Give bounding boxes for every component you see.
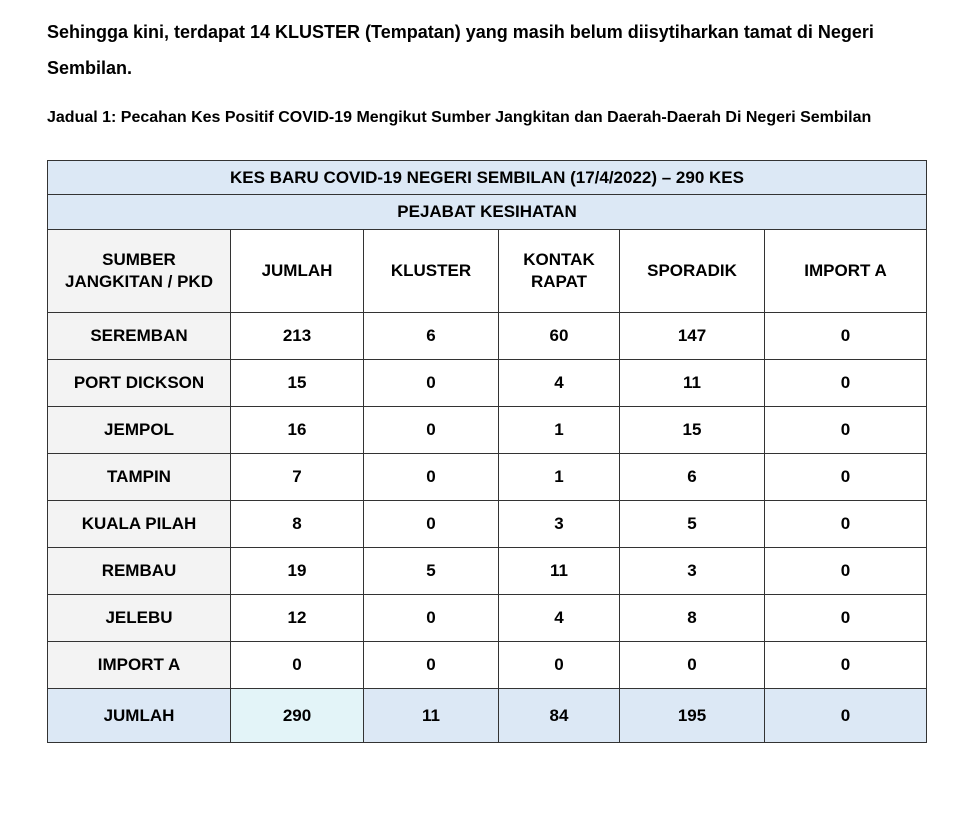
district-name-cell: REMBAU <box>48 548 231 595</box>
district-name-cell: TAMPIN <box>48 454 231 501</box>
covid-cases-table <box>47 160 927 743</box>
value-cell: 3 <box>499 501 620 548</box>
total-value-cell: 195 <box>620 689 765 743</box>
column-header: JUMLAH <box>231 230 364 313</box>
table-row <box>48 642 927 689</box>
value-cell: 0 <box>364 407 499 454</box>
value-cell: 12 <box>231 595 364 642</box>
table-total-row <box>48 689 927 743</box>
value-cell: 5 <box>364 548 499 595</box>
value-cell: 0 <box>765 360 927 407</box>
value-cell: 0 <box>765 454 927 501</box>
column-header: KLUSTER <box>364 230 499 313</box>
value-cell: 4 <box>499 595 620 642</box>
value-cell: 16 <box>231 407 364 454</box>
value-cell: 0 <box>364 595 499 642</box>
table-row <box>48 407 927 454</box>
table-body <box>48 313 927 689</box>
value-cell: 0 <box>765 642 927 689</box>
total-value-cell: 11 <box>364 689 499 743</box>
value-cell: 0 <box>364 360 499 407</box>
value-cell: 0 <box>620 642 765 689</box>
value-cell: 0 <box>765 501 927 548</box>
value-cell: 15 <box>620 407 765 454</box>
table-row <box>48 360 927 407</box>
value-cell: 0 <box>499 642 620 689</box>
total-label-cell: JUMLAH <box>48 689 231 743</box>
total-value-cell: 290 <box>231 689 364 743</box>
value-cell: 213 <box>231 313 364 360</box>
value-cell: 11 <box>499 548 620 595</box>
district-name-cell: SEREMBAN <box>48 313 231 360</box>
value-cell: 0 <box>364 501 499 548</box>
value-cell: 0 <box>765 548 927 595</box>
column-header: IMPORT A <box>765 230 927 313</box>
column-header: SUMBER JANGKITAN / PKD <box>48 230 231 313</box>
district-name-cell: JEMPOL <box>48 407 231 454</box>
value-cell: 4 <box>499 360 620 407</box>
table-row <box>48 313 927 360</box>
value-cell: 6 <box>364 313 499 360</box>
intro-paragraph: Sehingga kini, terdapat 14 KLUSTER (Tempatan) yang masih belum diisytiharkan tamat di Negeri Sembilan. <box>47 22 874 78</box>
value-cell: 8 <box>231 501 364 548</box>
table-row <box>48 548 927 595</box>
total-value-cell: 0 <box>765 689 927 743</box>
column-header: SPORADIK <box>620 230 765 313</box>
value-cell: 0 <box>364 642 499 689</box>
value-cell: 147 <box>620 313 765 360</box>
value-cell: 3 <box>620 548 765 595</box>
column-header: KONTAK RAPAT <box>499 230 620 313</box>
value-cell: 19 <box>231 548 364 595</box>
value-cell: 1 <box>499 407 620 454</box>
value-cell: 15 <box>231 360 364 407</box>
district-name-cell: KUALA PILAH <box>48 501 231 548</box>
district-name-cell: IMPORT A <box>48 642 231 689</box>
value-cell: 60 <box>499 313 620 360</box>
district-name-cell: PORT DICKSON <box>48 360 231 407</box>
value-cell: 0 <box>364 454 499 501</box>
table-title-row <box>48 161 927 195</box>
table-row <box>48 501 927 548</box>
value-cell: 6 <box>620 454 765 501</box>
table-subtitle-row <box>48 195 927 230</box>
table-row <box>48 595 927 642</box>
value-cell: 8 <box>620 595 765 642</box>
total-value-cell: 84 <box>499 689 620 743</box>
table-title: KES BARU COVID-19 NEGERI SEMBILAN (17/4/2022) – 290 KES <box>48 161 927 195</box>
district-name-cell: JELEBU <box>48 595 231 642</box>
table-caption: Jadual 1: Pecahan Kes Positif COVID-19 Mengikut Sumber Jangkitan dan Daerah-Daerah Di Negeri Sembilan <box>47 109 872 126</box>
value-cell: 7 <box>231 454 364 501</box>
value-cell: 0 <box>765 313 927 360</box>
value-cell: 11 <box>620 360 765 407</box>
value-cell: 5 <box>620 501 765 548</box>
value-cell: 1 <box>499 454 620 501</box>
value-cell: 0 <box>765 407 927 454</box>
table-header-row <box>48 230 927 313</box>
value-cell: 0 <box>231 642 364 689</box>
value-cell: 0 <box>765 595 927 642</box>
table-row <box>48 454 927 501</box>
table-subtitle: PEJABAT KESIHATAN <box>48 195 927 230</box>
